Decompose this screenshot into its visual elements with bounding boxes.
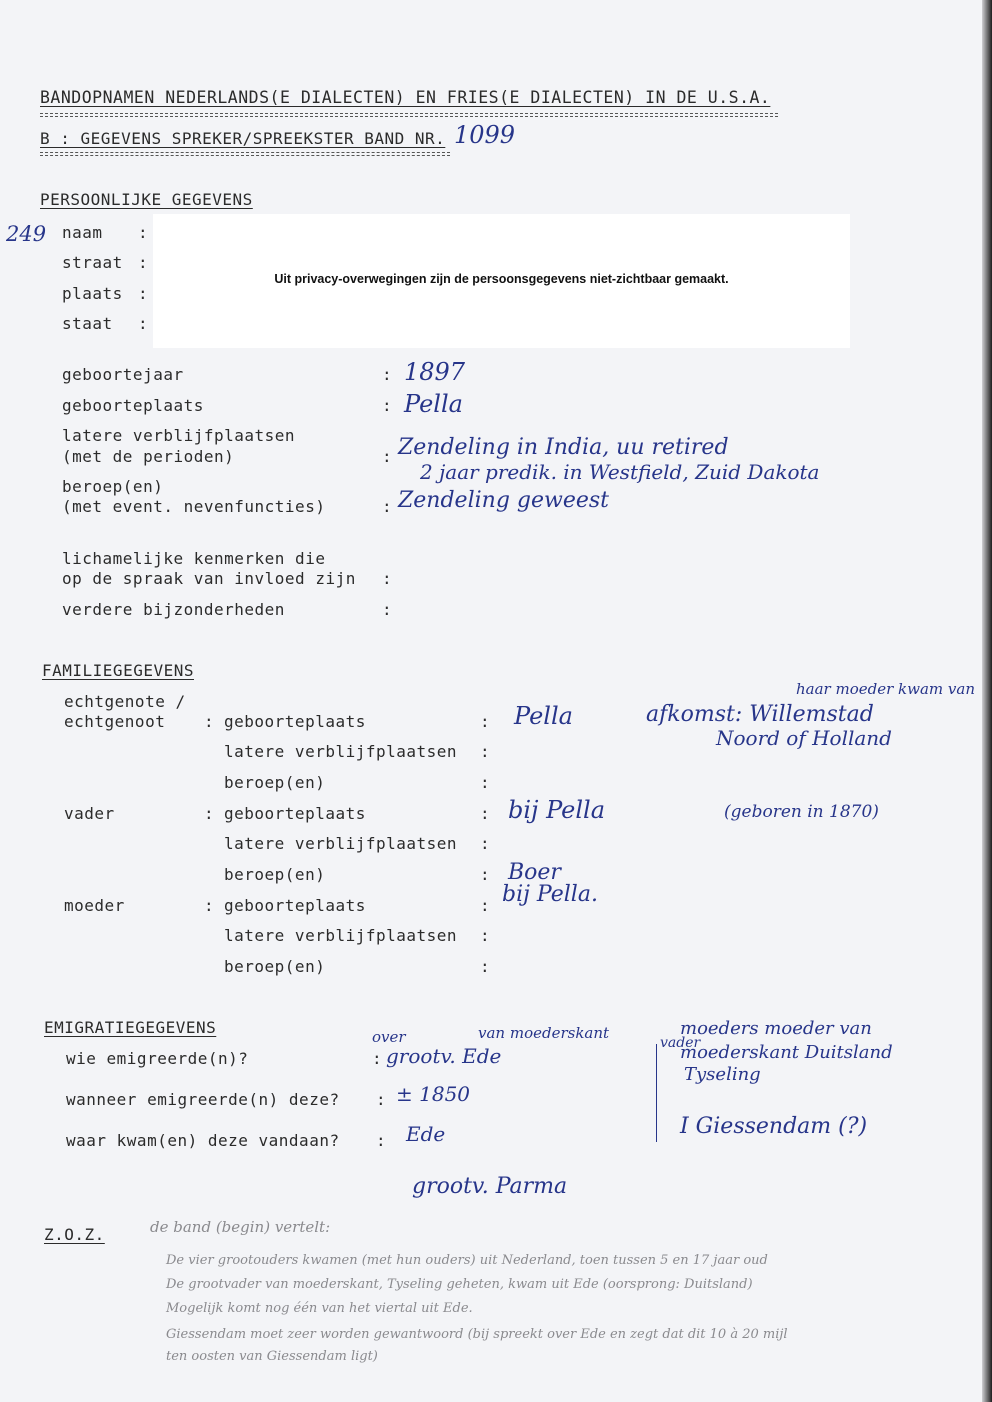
label-mother-birthplace: geboorteplaats bbox=[224, 896, 366, 915]
label-spouse-1: echtgenote / bbox=[64, 692, 186, 711]
colon: : bbox=[382, 447, 393, 466]
right-note-1: moeders moeder van bbox=[680, 1018, 872, 1039]
colon: : bbox=[376, 1090, 387, 1109]
title-rule bbox=[40, 113, 778, 114]
label-father-birthplace: geboorteplaats bbox=[224, 804, 366, 823]
band-number: 1099 bbox=[454, 121, 516, 149]
privacy-mask bbox=[153, 214, 850, 348]
label-mother-later: latere verblijfplaatsen bbox=[224, 926, 458, 945]
colon: : bbox=[382, 365, 393, 384]
colon: : bbox=[480, 865, 491, 884]
colon: : bbox=[204, 804, 215, 823]
bracket-line bbox=[656, 1044, 657, 1142]
colon: : bbox=[376, 1131, 387, 1150]
family-heading: FAMILIEGEGEVENS bbox=[42, 661, 194, 680]
spouse-origin-note: haar moeder kwam van bbox=[796, 680, 975, 698]
colon: : bbox=[480, 712, 491, 731]
label-spouse-occupation: beroep(en) bbox=[224, 773, 326, 792]
label-physical-1: lichamelijke kenmerken die bbox=[62, 549, 326, 568]
label-where: waar kwam(en) deze vandaan? bbox=[66, 1131, 340, 1150]
label-mother: moeder bbox=[64, 896, 125, 915]
label-father-occupation: beroep(en) bbox=[224, 865, 326, 884]
colon: : bbox=[372, 1049, 383, 1068]
personal-heading: PERSOONLIJKE GEGEVENS bbox=[40, 190, 253, 209]
colon: : bbox=[138, 284, 149, 303]
birth-year-value: 1897 bbox=[404, 358, 466, 386]
colon: : bbox=[480, 742, 491, 761]
label-who: wie emigreerde(n)? bbox=[66, 1049, 249, 1068]
pencil-line: ten oosten van Giessendam ligt) bbox=[166, 1349, 378, 1364]
form-subtitle: B : GEGEVENS SPREKER/SPREEKSTER BAND NR. bbox=[40, 129, 446, 148]
subtitle-rule-2 bbox=[40, 155, 450, 156]
father-occupation-2: bij Pella. bbox=[502, 882, 598, 907]
father-birthplace-value: bij Pella bbox=[508, 796, 606, 824]
father-occupation-1: Boer bbox=[508, 860, 561, 885]
who-note-over: over bbox=[372, 1028, 406, 1046]
right-note-2: moederskant Duitsland bbox=[680, 1042, 893, 1063]
colon: : bbox=[204, 896, 215, 915]
label-birth-year: geboortejaar bbox=[62, 365, 184, 384]
label-when: wanneer emigreerde(n) deze? bbox=[66, 1090, 340, 1109]
occupation-value: Zendeling geweest bbox=[398, 488, 609, 513]
colon: : bbox=[138, 223, 149, 242]
label-later-residences-sub: (met de perioden) bbox=[62, 447, 235, 466]
colon: : bbox=[480, 926, 491, 945]
spouse-birthplace-value: Pella bbox=[514, 702, 573, 730]
colon: : bbox=[382, 600, 393, 619]
who-value: grootv. Ede bbox=[386, 1044, 502, 1068]
form-title: BANDOPNAMEN NEDERLANDS(E DIALECTEN) EN FRIES(E DIALECTEN) IN DE U.S.A. bbox=[40, 88, 771, 107]
pencil-line: Giessendam moet zeer worden gewantwoord (bij spreekt over Ede en zegt dat dit 10 à 20 mijl bbox=[166, 1327, 788, 1342]
privacy-notice: Uit privacy-overwegingen zijn de persoonsgegevens niet-zichtbaar gemaakt. bbox=[274, 272, 729, 286]
label-staat: staat bbox=[62, 314, 113, 333]
colon: : bbox=[480, 957, 491, 976]
label-physical-2: op de spraak van invloed zijn bbox=[62, 569, 356, 588]
pencil-line: De vier grootouders kwamen (met hun ouders) uit Nederland, toen tussen 5 en 17 jaar oud bbox=[166, 1253, 768, 1268]
emigration-heading: EMIGRATIEGEGEVENS bbox=[44, 1018, 217, 1037]
label-plaats: plaats bbox=[62, 284, 123, 303]
pencil-line: de band (begin) vertelt: bbox=[150, 1218, 331, 1236]
right-note-1b: vader bbox=[660, 1035, 701, 1051]
colon: : bbox=[382, 396, 393, 415]
zoz-label: Z.O.Z. bbox=[44, 1225, 105, 1244]
subtitle-rule bbox=[40, 152, 450, 153]
colon: : bbox=[480, 773, 491, 792]
colon: : bbox=[480, 896, 491, 915]
title-rule-2 bbox=[40, 116, 778, 117]
colon: : bbox=[204, 712, 215, 731]
label-spouse-later: latere verblijfplaatsen bbox=[224, 742, 458, 761]
label-occupation: beroep(en) bbox=[62, 477, 164, 496]
extra-value: grootv. Parma bbox=[412, 1174, 568, 1199]
label-occupation-sub: (met event. nevenfuncties) bbox=[62, 497, 326, 516]
colon: : bbox=[138, 314, 149, 333]
label-spouse-birthplace: geboorteplaats bbox=[224, 712, 366, 731]
birth-place-value: Pella bbox=[404, 390, 463, 418]
where-value: Ede bbox=[406, 1122, 446, 1146]
colon: : bbox=[382, 569, 393, 588]
pencil-line: Mogelijk komt nog één van het viertal uit Ede. bbox=[166, 1301, 473, 1316]
label-naam: naam bbox=[62, 223, 103, 242]
colon: : bbox=[480, 834, 491, 853]
spouse-origin-1: afkomst: Willemstad bbox=[646, 702, 874, 727]
label-father-later: latere verblijfplaatsen bbox=[224, 834, 458, 853]
colon: : bbox=[382, 497, 393, 516]
label-later-residences: latere verblijfplaatsen bbox=[62, 426, 296, 445]
colon: : bbox=[480, 804, 491, 823]
right-note-3: Tyseling bbox=[684, 1064, 761, 1085]
right-note-4: I Giessendam (?) bbox=[680, 1114, 868, 1139]
label-birth-place: geboorteplaats bbox=[62, 396, 204, 415]
later-residences-value-2: 2 jaar predik. in Westfield, Zuid Dakota bbox=[420, 460, 820, 484]
colon: : bbox=[138, 253, 149, 272]
when-value: ± 1850 bbox=[396, 1082, 471, 1106]
margin-note: 249 bbox=[6, 222, 47, 246]
label-other: verdere bijzonderheden bbox=[62, 600, 285, 619]
spouse-origin-2: Noord of Holland bbox=[716, 726, 892, 750]
page-edge bbox=[982, 0, 992, 1402]
who-note-side: van moederskant bbox=[478, 1024, 610, 1042]
father-born-note: (geboren in 1870) bbox=[724, 802, 879, 822]
label-mother-occupation: beroep(en) bbox=[224, 957, 326, 976]
later-residences-value-1: Zendeling in India, uu retired bbox=[398, 435, 729, 460]
pencil-line: De grootvader van moederskant, Tyseling geheten, kwam uit Ede (oorsprong: Duitsland) bbox=[166, 1277, 753, 1292]
label-father: vader bbox=[64, 804, 115, 823]
label-spouse-2: echtgenoot bbox=[64, 712, 166, 731]
label-straat: straat bbox=[62, 253, 123, 272]
